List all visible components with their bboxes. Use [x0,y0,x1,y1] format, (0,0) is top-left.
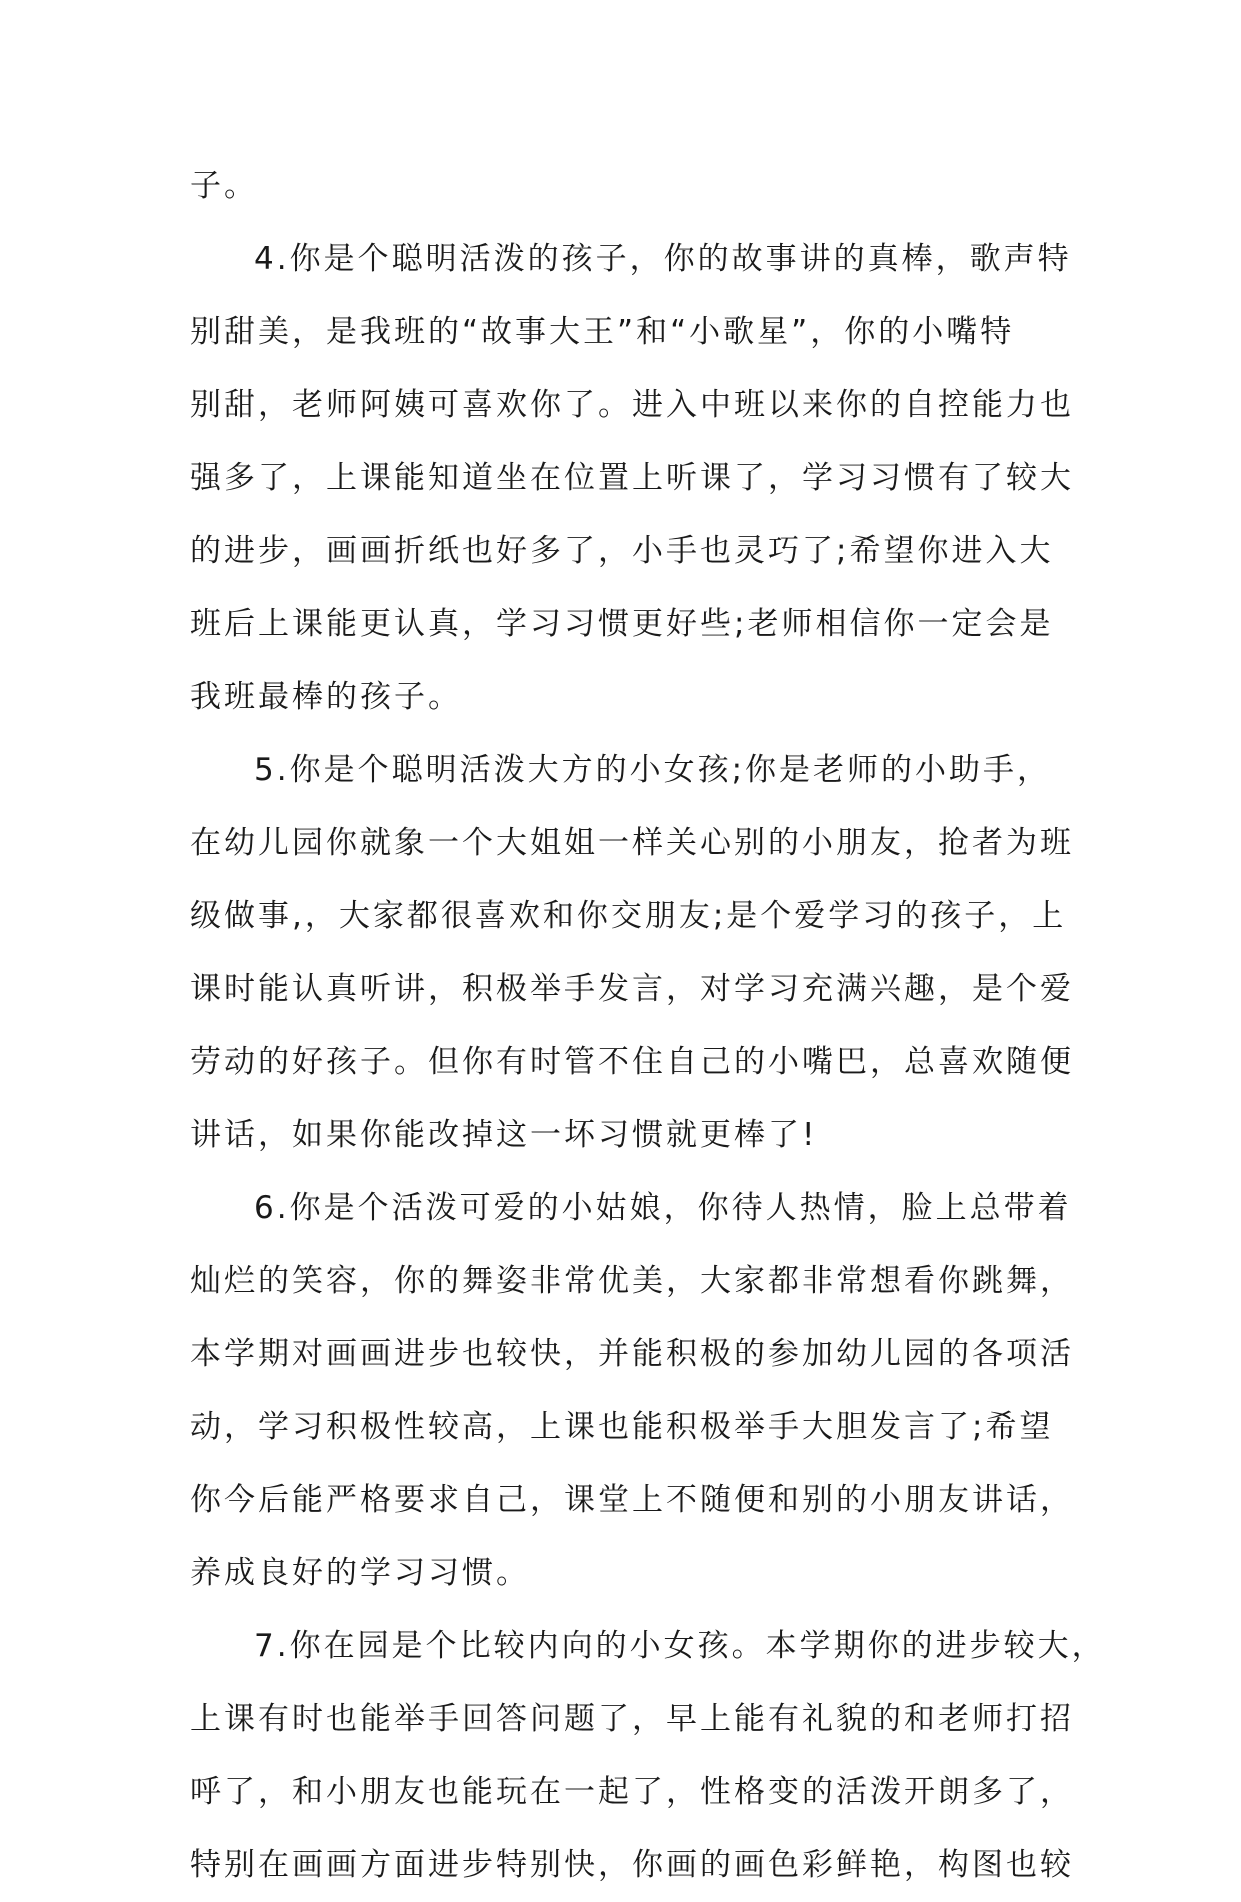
text-line: 班后上课能更认真，学习习惯更好些;老师相信你一定会是 [190,606,1054,642]
text-line: 别甜美，是我班的“故事大王”和“小歌星”，你的小嘴特 [190,314,1015,350]
text-line: 4.你是个聪明活泼的孩子，你的故事讲的真棒，歌声特 [254,241,1072,277]
text-line: 课时能认真听讲，积极举手发言，对学习充满兴趣，是个爱 [190,971,1074,1007]
text-line: 讲话，如果你能改掉这一坏习惯就更棒了! [190,1117,818,1153]
text-line: 上课有时也能举手回答问题了，早上能有礼貌的和老师打招 [190,1701,1074,1737]
text-line: 在幼儿园你就象一个大姐姐一样关心别的小朋友，抢者为班 [190,825,1074,861]
text-line: 你今后能严格要求自己，课堂上不随便和别的小朋友讲话， [190,1482,1074,1518]
text-line: 养成良好的学习习惯。 [190,1555,530,1591]
text-line: 我班最棒的孩子。 [190,679,462,715]
text-line: 子。 [190,168,258,204]
text-line: 呼了，和小朋友也能玩在一起了，性格变的活泼开朗多了， [190,1774,1074,1810]
text-line: 5.你是个聪明活泼大方的小女孩;你是老师的小助手， [254,752,1052,788]
text-line: 强多了，上课能知道坐在位置上听课了，学习习惯有了较大 [190,460,1074,496]
text-line: 特别在画画方面进步特别快，你画的画色彩鲜艳，构图也较 [190,1847,1074,1883]
text-line: 本学期对画画进步也较快，并能积极的参加幼儿园的各项活 [190,1336,1074,1372]
text-line: 灿烂的笑容，你的舞姿非常优美，大家都非常想看你跳舞， [190,1263,1074,1299]
text-line: 7.你在园是个比较内向的小女孩。本学期你的进步较大， [254,1628,1106,1664]
text-line: 动，学习积极性较高，上课也能积极举手大胆发言了;希望 [190,1409,1054,1445]
text-line: 级做事,，大家都很喜欢和你交朋友;是个爱学习的孩子，上 [190,898,1067,934]
text-line: 6.你是个活泼可爱的小姑娘，你待人热情，脸上总带着 [254,1190,1072,1226]
text-line: 劳动的好孩子。但你有时管不住自己的小嘴巴，总喜欢随便 [190,1044,1074,1080]
text-line: 别甜，老师阿姨可喜欢你了。进入中班以来你的自控能力也 [190,387,1074,423]
document-body [190,150,1106,1902]
text-line: 的进步，画画折纸也好多了，小手也灵巧了;希望你进入大 [190,533,1054,569]
